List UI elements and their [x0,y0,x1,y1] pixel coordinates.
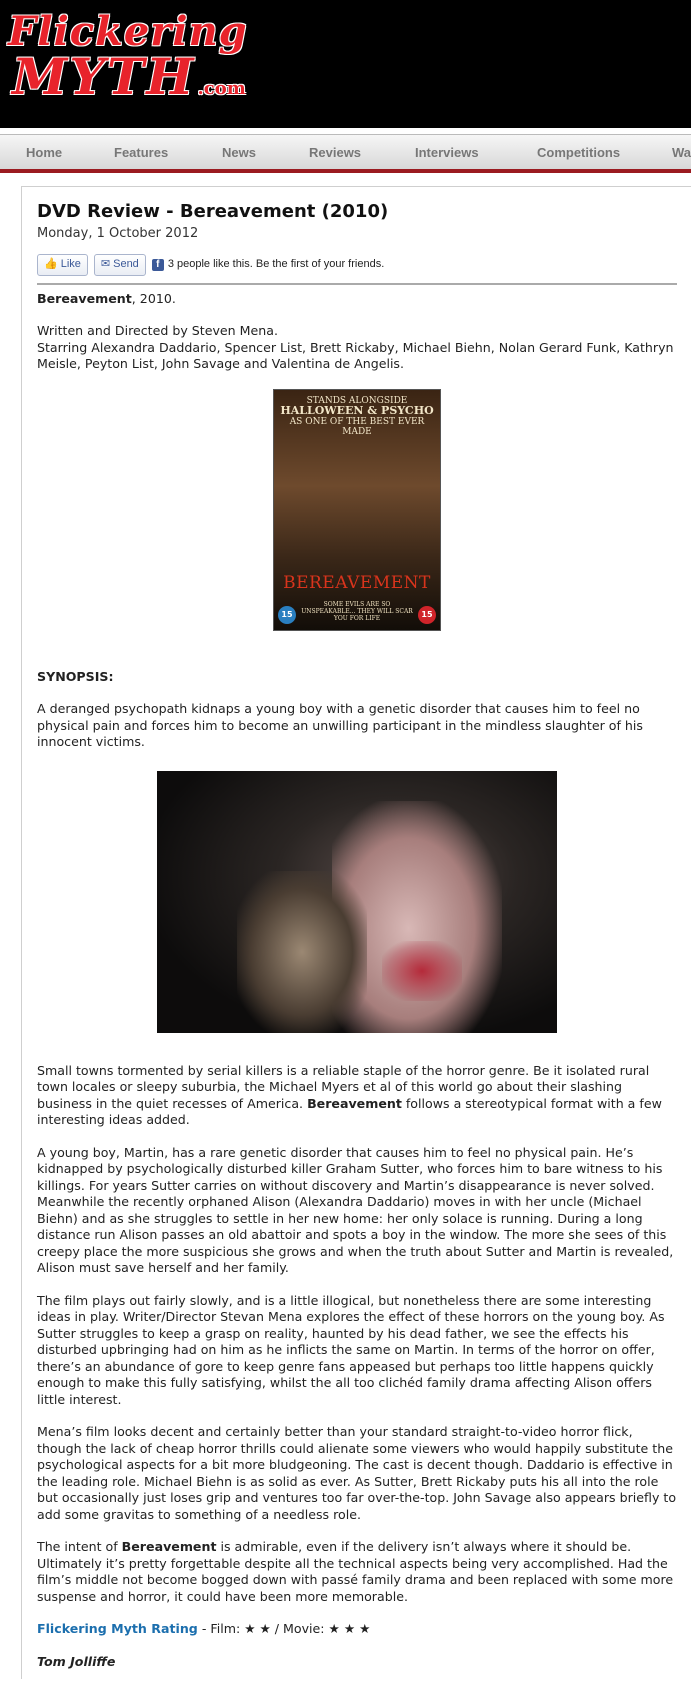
dvd-cover-image [273,389,441,631]
logo-line2: MYTH [12,47,196,106]
nav-home[interactable]: Home [26,145,63,160]
review-paragraph-2: A young boy, Martin, has a rare genetic disorder that causes him to feel no physical pain. He’s kidnapped by psychologically disturbed killer Graham Sutter, who forces him to bare witness to his killings. For years Sutter carries on without discovery and Martin’s disappearance is never solved. Meanwhile the recently orphaned Alison (Alexandra Daddario) moves in with her uncle (Michael Biehn) and as she struggles to settle in her new home: her only solace is running. During a long distance run Alison passes an old abattoir and spots a boy in the window. The more she sees of this creepy place the more suspicious she grows and when the truth about Sutter and Martin is revealed, Alison must save herself and her family. [37,1144,674,1275]
poster-lower-tagline: SOME EVILS ARE SO UNSPEAKABLE... THEY WILL SCAR YOU FOR LIFE [301,600,413,622]
p1-text-a: Small towns tormented by serial killers is a reliable staple of the horror genre. Be it isolated rural town locales or sleepy suburbia, the Michael Myers et al of this world go about their slashing business in the quiet recesses of America. [37,1062,650,1111]
site-header [0,0,691,128]
author-name: Tom Jolliffe [37,1653,116,1669]
like-label: Like [60,258,81,271]
rating-badge-left: 15 [278,606,296,624]
review-paragraph-4: Mena’s film looks decent and certainly better than your standard straight-to-video horror flick, though the lack of cheap horror thrills could alienate some viewers who would happily substitute the psychological aspects for a bit more bludgeoning. The cast is decent though. Daddario is effective in the leading role. Michael Biehn is as solid as ever. As Sutter, Brett Rickaby puts his all into the role but occasionally just loses grip and ventures too far over-the-top. John Savage also appears briefly to add some gravitas to something of a needless role. [37,1424,677,1522]
still-figure-boy [237,871,367,1033]
poster-tagline [274,396,440,437]
p5-text-b: is admirable, even if the delivery isn’t always where it should be. Ultimately it’s pretty forgettable despite all the technical aspects being very accomplished. Had the film’s middle not become bogged down with passé family drama and been replaced with some more suspense and horror, it could have been more memorable. [37,1539,674,1604]
article-title[interactable]: DVD Review - Bereavement (2010) [37,201,389,222]
review-paragraph-1 [37,1063,677,1129]
review-paragraph-3: The film plays out fairly slowly, and is a little illogical, but nonetheless there are some interesting ideas in play. Writer/Director Stevan Mena explores the effect of these horrors on the young boy. As Sutter struggles to keep a grasp on reality, haunted by his dead father, we see the effects his disturbed upbringing had on him as he inflicts the same on Martin. In terms of the horror on offer, there’s an abundance of gore to keep genre fans appeased but perhaps too little happens quickly enough to make this fully satisfying, whilst the all too clichéd family drama affecting Alison offers little interest. [37,1292,665,1407]
logo-suffix: .com [197,78,246,99]
rating-badge-right: 15 [418,606,436,624]
facebook-icon: f [152,259,164,271]
film-line [37,291,677,308]
p1-text-b: follows a stereotypical format with a few interesting ideas added. [37,1095,662,1127]
nav-interviews[interactable]: Interviews [415,145,479,160]
site-logo[interactable] [8,8,248,106]
poster-tagline-bottom: AS ONE OF THE BEST EVER MADE [289,416,425,437]
synopsis-heading-text: SYNOPSIS: [37,668,114,684]
facebook-like-text: 3 people like this. Be the first of your friends. [167,258,385,271]
logo-line1: Flickering [8,8,248,55]
article-date: Monday, 1 October 2012 [37,226,199,241]
nav-news[interactable]: News [222,145,256,160]
nav-competitions[interactable]: Competitions [537,145,621,160]
p1-bold: Bereavement [307,1095,402,1111]
credits-director: Written and Directed by Steven Mena. [37,323,278,338]
send-label: Send [113,258,139,271]
rating-line [37,1621,677,1638]
main-nav [0,134,691,173]
synopsis-heading [37,669,677,686]
review-paragraph-5 [37,1539,677,1605]
rating-label[interactable]: Flickering Myth Rating [37,1621,198,1636]
still-blood-stain [382,941,462,1001]
thumbs-up-icon: 👍 [44,258,58,271]
credits [37,323,677,373]
social-bar [37,253,677,277]
p5-text-a: The intent of [37,1539,122,1554]
nav-more[interactable]: Wa [672,145,691,160]
send-icon: ✉ [100,258,111,271]
film-year: , 2010. [131,290,176,306]
poster-tagline-top: STANDS ALONGSIDE [306,395,408,406]
divider [37,283,677,285]
poster-tagline-films: HALLOWEEN & PSYCHO [280,403,434,417]
like-button[interactable] [37,254,88,276]
synopsis-text: A deranged psychopath kidnaps a young boy with a genetic disorder that causes him to feel no physical pain and forces him to become an unwilling participant in the mindless slaughter of his innocent victims. [37,701,643,749]
film-still-image [157,771,557,1033]
film-name: Bereavement [37,290,132,306]
send-button[interactable] [94,254,146,276]
p5-bold: Bereavement [121,1539,217,1554]
credits-cast: Starring Alexandra Daddario, Spencer List, Brett Rickaby, Michael Biehn, Nolan Gerard Funk, Kathryn Meisle, Peyton List, John Savage and Valentina de Angelis. [37,339,674,371]
rating-stars: - Film: ★ ★ / Movie: ★ ★ ★ [197,1621,371,1636]
nav-features[interactable]: Features [114,145,169,160]
poster-title: BEREAVEMENT [283,572,431,593]
article [37,200,677,1686]
nav-reviews[interactable]: Reviews [309,145,362,160]
